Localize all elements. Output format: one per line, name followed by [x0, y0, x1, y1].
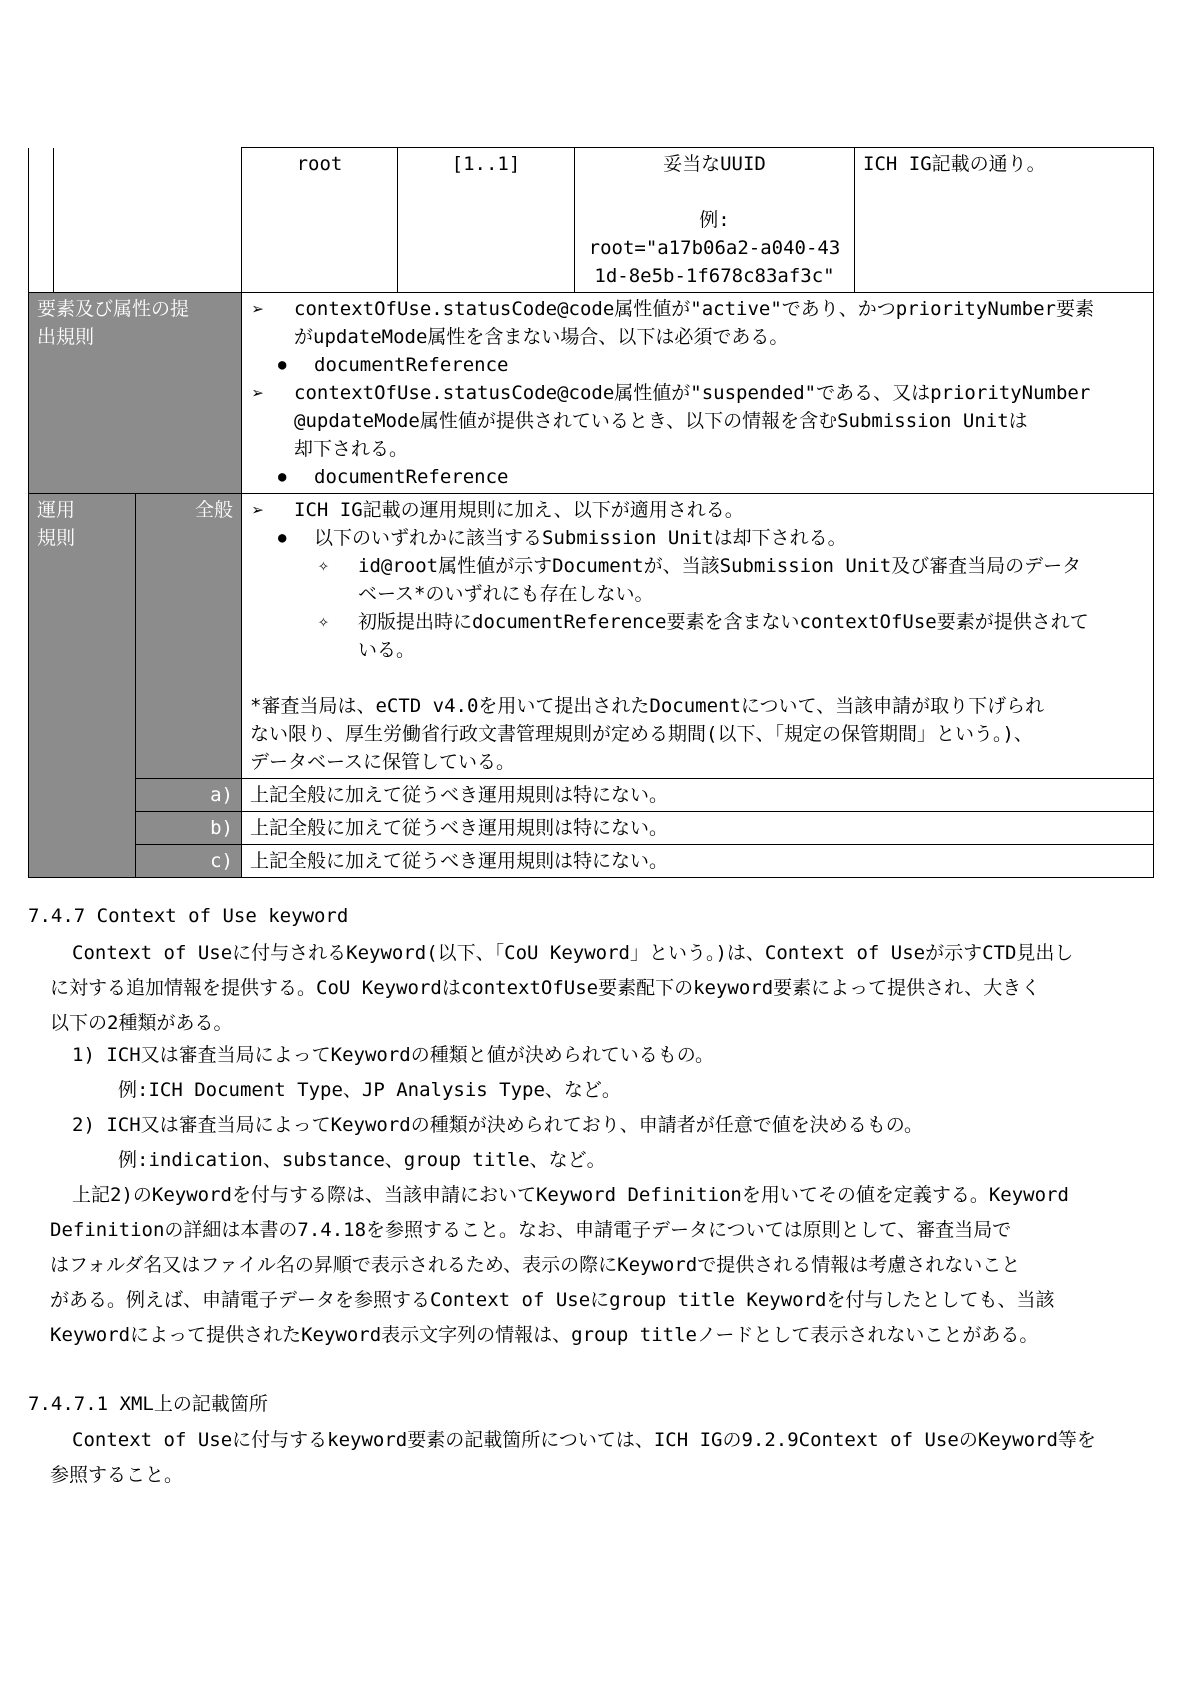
- rule-subsubitem: [250, 552, 1145, 608]
- rule-item: [250, 295, 1145, 351]
- paragraph-line: に対する追加情報を提供する。CoU KeywordはcontextOfUse要素配下のkeyword要素によって提供され、大きく: [50, 977, 1041, 999]
- paragraph-line: Context of Useに付与するkeyword要素の記載箇所については、ICH IGの9.2.9Context of UseのKeyword等を: [72, 1429, 1096, 1451]
- rule-text: id@root属性値が示すDocumentが、当該Submission Unit及び審査当局のデータ: [358, 555, 1082, 577]
- table-row: [29, 148, 1154, 293]
- footnote-line: データベースに保管している。: [250, 751, 516, 773]
- value-line: 妥当なUUID: [663, 153, 766, 175]
- arrow-bullet-icon: ➢: [252, 498, 265, 522]
- value-line: 1d-8e5b-1f678c83af3c": [594, 265, 835, 287]
- rule-subitem: [250, 524, 1145, 552]
- dot-bullet-icon: ●: [278, 469, 287, 485]
- label-line: 出規則: [37, 326, 95, 348]
- paragraph-line: がある。例えば、申請電子データを参照するContext of Useにgroup title Keywordを付与したとしても、当該: [50, 1289, 1055, 1311]
- diamond-bullet-icon: ✧: [318, 555, 329, 576]
- attribute-name-cell: root: [242, 148, 398, 293]
- element-name-cell: [54, 148, 242, 293]
- rule-text: contextOfUse.statusCode@code属性値が"active"であり、かつpriorityNumber要素: [294, 298, 1094, 320]
- sub-rule-text: 上記全般に加えて従うべき運用規則は特にない。: [242, 779, 1154, 812]
- submission-rules-label: [29, 293, 242, 494]
- rule-text: documentReference: [314, 466, 509, 488]
- submission-rules-content: [242, 293, 1154, 494]
- value-line: 例:: [699, 209, 730, 231]
- rule-text: contextOfUse.statusCode@code属性値が"suspended"である、又はpriorityNumber: [294, 382, 1091, 404]
- table-row: [29, 779, 1154, 812]
- list-item: 1) ICH又は審査当局によってKeywordの種類と値が決められているもの。: [72, 1044, 714, 1066]
- paragraph-line: 以下の2種類がある。: [50, 1012, 233, 1034]
- rule-subsubitem: [250, 608, 1145, 664]
- footnote: [250, 692, 1145, 776]
- paragraph-line: Context of Useに付与されるKeyword(以下、「CoU Keyword」という。)は、Context of Useが示すCTD見出し: [72, 942, 1074, 964]
- remarks-cell: ICH IG記載の通り。: [855, 148, 1154, 293]
- rule-subitem: [250, 351, 1145, 379]
- rule-text: ベース*のいずれにも存在しない。: [358, 583, 654, 605]
- paragraph: [50, 1178, 1156, 1353]
- rule-text: documentReference: [314, 354, 509, 376]
- diamond-bullet-icon: ✧: [318, 611, 329, 632]
- paragraph-line: Keywordによって提供されたKeyword表示文字列の情報は、group titleノードとして表示されないことがある。: [50, 1324, 1039, 1346]
- list-item-example: 例:indication、substance、group title、など。: [118, 1149, 606, 1171]
- paragraph-line: Definitionの詳細は本書の7.4.18を参照すること。なお、申請電子データについては原則として、審査当局で: [50, 1219, 1012, 1241]
- operation-rules-content: [242, 494, 1154, 779]
- list-item-example: 例:ICH Document Type、JP Analysis Type、など。: [118, 1079, 621, 1101]
- paragraph-line: 参照すること。: [50, 1464, 184, 1486]
- table-row: [29, 812, 1154, 845]
- paragraph-line: 上記2)のKeywordを付与する際は、当該申請においてKeyword Definitionを用いてその値を定義する。Keyword: [72, 1184, 1069, 1206]
- sub-rule-text: 上記全般に加えて従うべき運用規則は特にない。: [242, 812, 1154, 845]
- value-cell: [575, 148, 855, 293]
- operation-rules-label: [29, 494, 136, 878]
- label-line: 要素及び属性の提: [37, 298, 190, 320]
- rule-text: 初版提出時にdocumentReference要素を含まないcontextOfUse要素が提供されて: [358, 611, 1089, 633]
- section-heading: 7.4.7.1 XML上の記載箇所: [28, 1393, 268, 1415]
- rule-text: 以下のいずれかに該当するSubmission Unitは却下される。: [314, 527, 847, 549]
- outer-label-cell: [29, 148, 54, 293]
- footnote-line: *審査当局は、eCTD v4.0を用いて提出されたDocumentについて、当該申請が取り下げられ: [250, 695, 1045, 717]
- general-label: 全般: [136, 494, 242, 779]
- rule-item: [250, 379, 1145, 463]
- rule-subitem: [250, 463, 1145, 491]
- footnote-line: ない限り、厚生労働省行政文書管理規則が定める期間(以下、「規定の保管期間」という。)、: [250, 723, 1033, 745]
- paragraph: [50, 936, 1156, 1041]
- paragraph-line: はフォルダ名又はファイル名の昇順で表示されるため、表示の際にKeywordで提供される情報は考慮されないこと: [50, 1254, 1021, 1276]
- sub-rule-text: 上記全般に加えて従うべき運用規則は特にない。: [242, 845, 1154, 878]
- label-line: 運用: [37, 499, 76, 521]
- rule-text: @updateMode属性値が提供されているとき、以下の情報を含むSubmission Unitは: [294, 410, 1028, 432]
- specification-table: [28, 147, 1154, 878]
- sub-rule-label: b): [136, 812, 242, 845]
- table-row: [29, 293, 1154, 494]
- dot-bullet-icon: ●: [278, 530, 287, 546]
- paragraph: [50, 1423, 1156, 1493]
- sub-rule-label: c): [136, 845, 242, 878]
- arrow-bullet-icon: ➢: [252, 297, 265, 321]
- label-line: 規則: [37, 527, 76, 549]
- value-line: root="a17b06a2-a040-43: [588, 237, 841, 259]
- sub-rule-label: a): [136, 779, 242, 812]
- dot-bullet-icon: ●: [278, 357, 287, 373]
- table-row: [29, 845, 1154, 878]
- rule-item: [250, 496, 1145, 524]
- rule-text: ICH IG記載の運用規則に加え、以下が適用される。: [294, 499, 744, 521]
- table-row: [29, 494, 1154, 779]
- rule-text: いる。: [358, 639, 416, 661]
- cardinality-cell: [1..1]: [398, 148, 575, 293]
- rule-text: 却下される。: [294, 438, 409, 460]
- section-heading: 7.4.7 Context of Use keyword: [28, 905, 349, 927]
- rule-text: がupdateMode属性を含まない場合、以下は必須である。: [294, 326, 789, 348]
- list-item: 2) ICH又は審査当局によってKeywordの種類が決められており、申請者が任意で値を決めるもの。: [72, 1114, 923, 1136]
- arrow-bullet-icon: ➢: [252, 381, 265, 405]
